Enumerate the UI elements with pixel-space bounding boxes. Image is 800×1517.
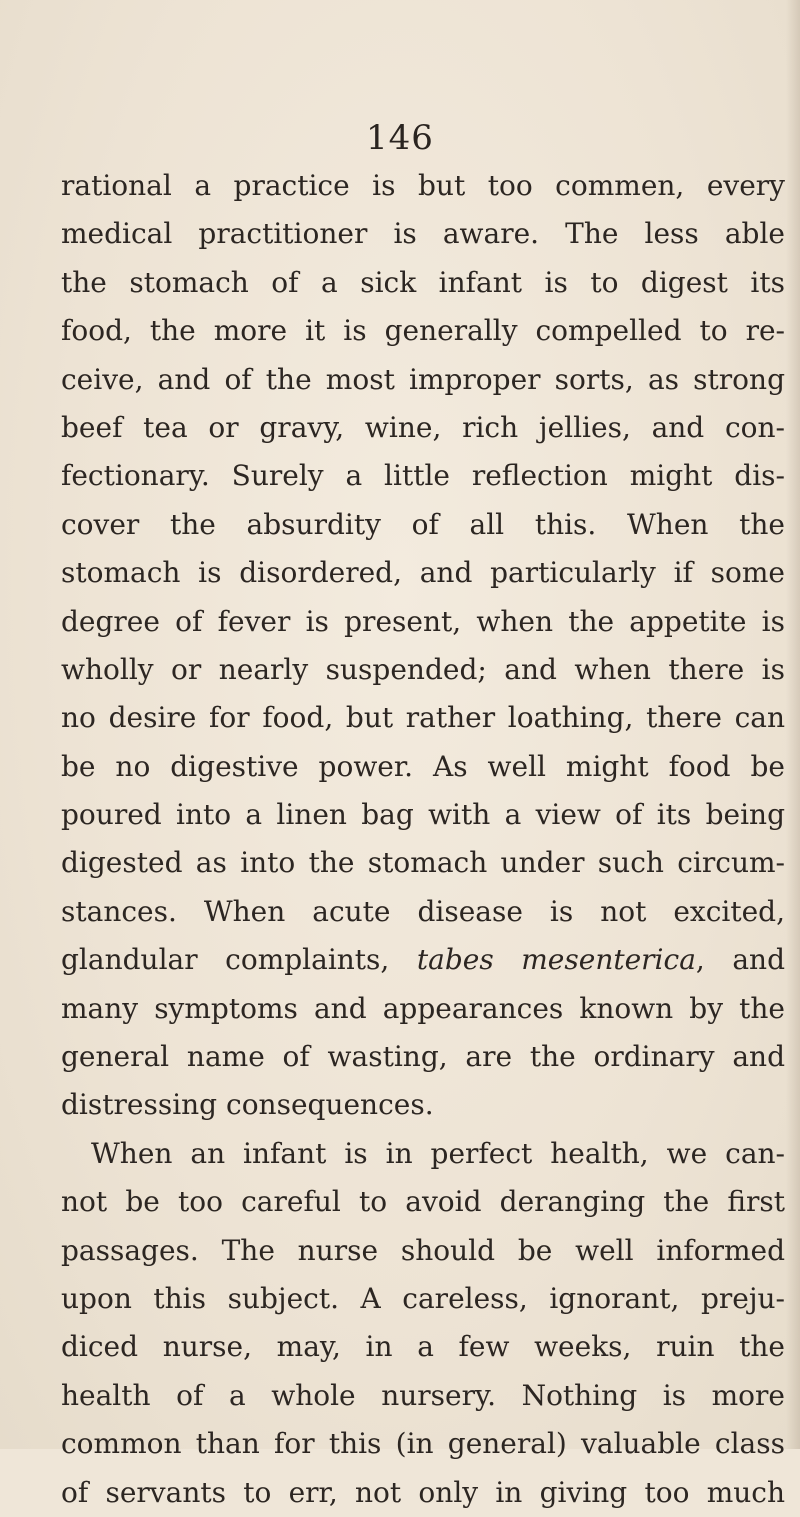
- text-line: passages. The nurse should be well informed: [61, 1233, 785, 1267]
- page-number: 146: [366, 118, 434, 158]
- text-line: no desire for food, but rather loathing, there can: [61, 701, 785, 735]
- text-line: digested as into the stomach under such circum-: [61, 846, 785, 880]
- text-line: the stomach of a sick infant is to digest its: [61, 265, 785, 299]
- text-line: degree of fever is present, when the appetite is: [61, 604, 785, 638]
- text-line: health of a whole nursery. Nothing is more: [61, 1378, 785, 1412]
- text-line: beef tea or gravy, wine, rich jellies, and con-: [61, 410, 785, 444]
- text-line: of servants to err, not only in giving too much: [61, 1475, 785, 1509]
- text-line: upon this subject. A careless, ignorant, preju-: [61, 1281, 785, 1315]
- page-edge-shadow: [786, 0, 800, 1449]
- text-line: poured into a linen bag with a view of its being: [61, 798, 785, 832]
- text-line-paragraph-start: When an infant is in perfect health, we can-: [91, 1136, 785, 1170]
- text-line-with-italic: [61, 936, 785, 984]
- body-text: [61, 162, 785, 1517]
- text-span: , and: [695, 943, 785, 977]
- text-line: diced nurse, may, in a few weeks, ruin the: [61, 1330, 785, 1364]
- text-line: common than for this (in general) valuable class: [61, 1427, 785, 1461]
- text-line: not be too careful to avoid deranging the first: [61, 1185, 785, 1219]
- text-line: stances. When acute disease is not excited,: [61, 894, 785, 928]
- text-span: glandular complaints,: [61, 943, 417, 977]
- text-line: distressing consequences.: [61, 1088, 434, 1122]
- text-line: general name of wasting, are the ordinary and: [61, 1040, 785, 1074]
- text-line: stomach is disordered, and particularly if some: [61, 556, 785, 590]
- italic-term: tabes mesenterica: [416, 943, 696, 977]
- text-line: wholly or nearly suspended; and when there is: [61, 652, 785, 686]
- text-line: many symptoms and appearances known by the: [61, 991, 785, 1025]
- text-line: rational a practice is but too commen, every: [61, 169, 785, 202]
- text-line: cover the absurdity of all this. When the: [61, 507, 785, 541]
- text-line: medical practitioner is aware. The less able: [61, 217, 785, 251]
- text-line: be no digestive power. As well might food be: [61, 749, 785, 783]
- text-line: ceive, and of the most improper sorts, as strong: [61, 362, 785, 396]
- text-line: food, the more it is generally compelled to re-: [61, 314, 785, 348]
- text-line: fectionary. Surely a little reflection might dis-: [61, 459, 785, 493]
